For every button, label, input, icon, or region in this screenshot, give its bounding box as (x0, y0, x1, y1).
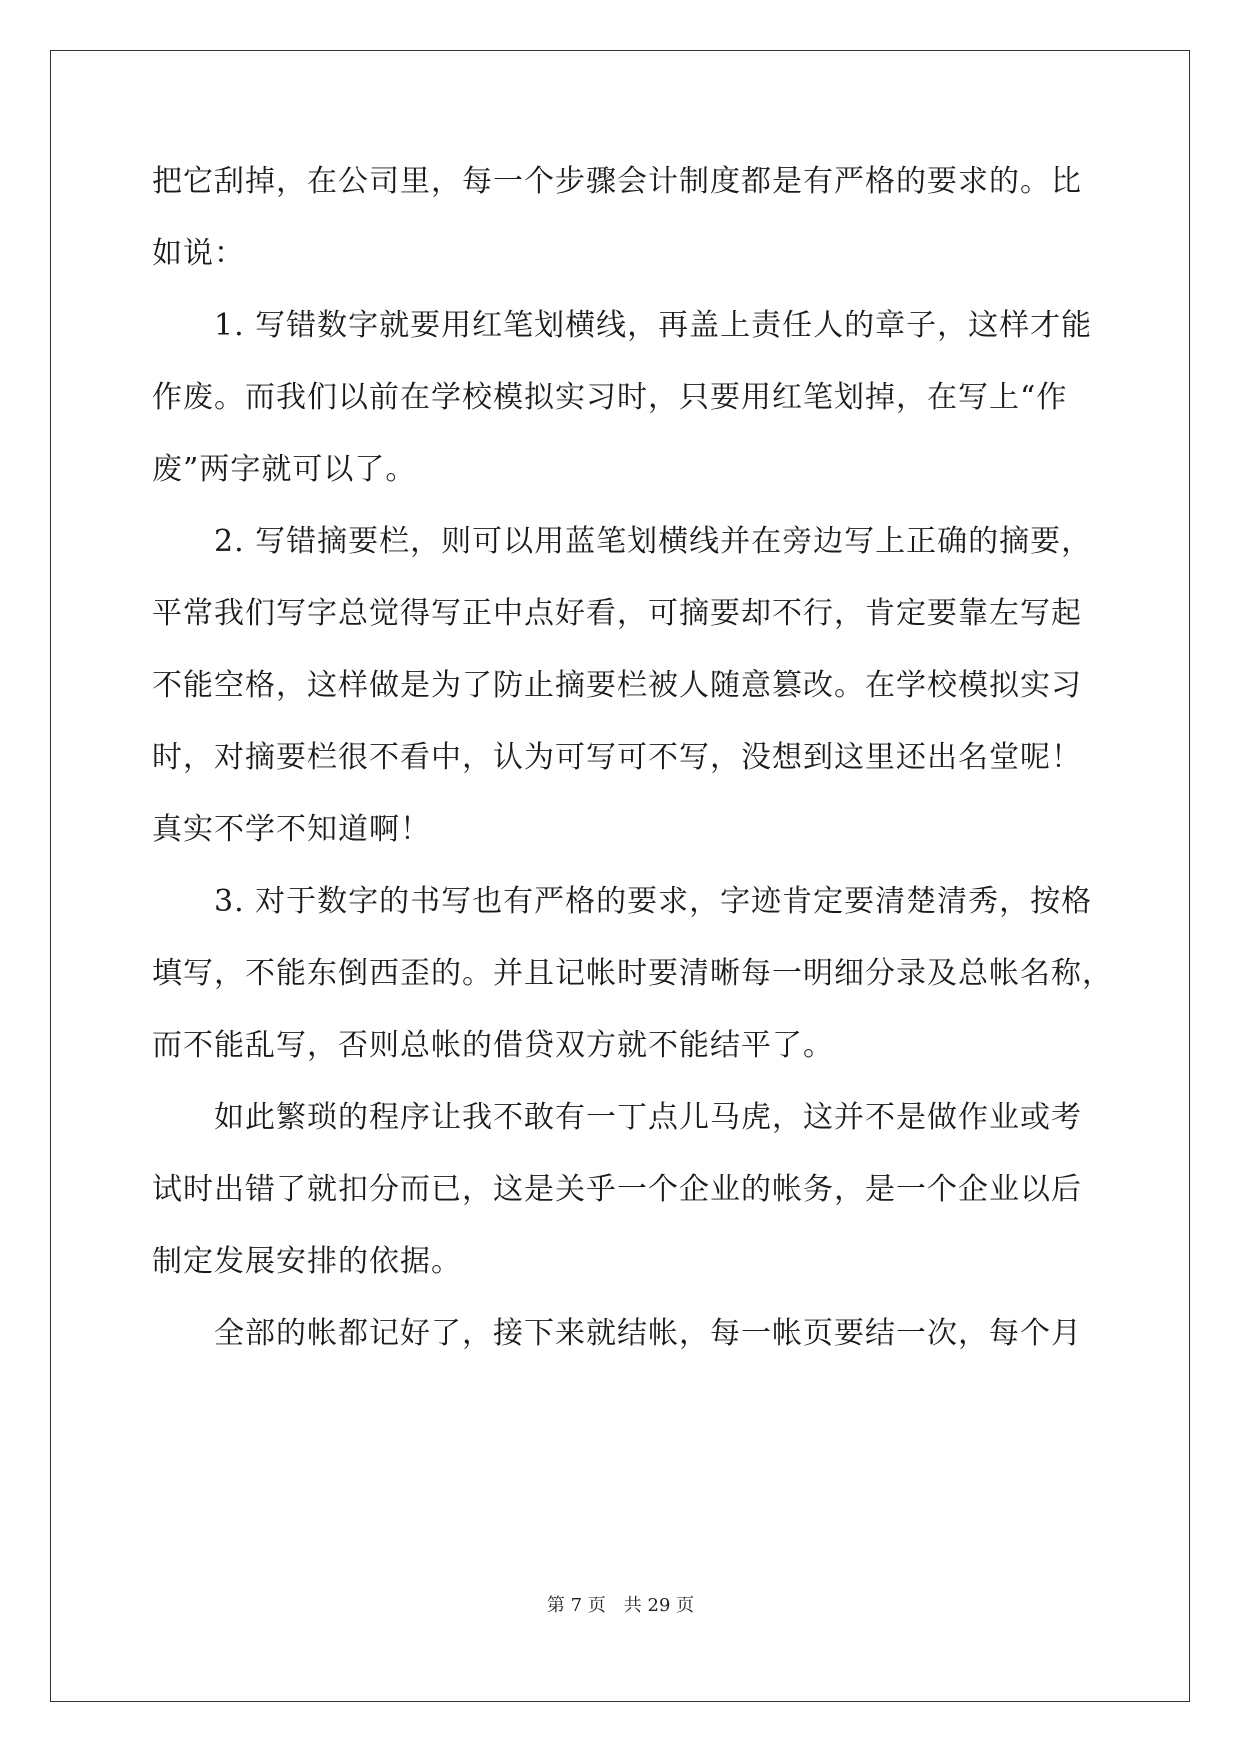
text-line: 如说： (152, 236, 245, 271)
text-line: 全部的帐都记好了，接下来就结帐，每一帐页要结一次，每个月 (214, 1316, 1082, 1351)
page-number: 第 7 页 (546, 1595, 606, 1616)
page-footer (0, 1594, 1241, 1618)
text-line: 2. 写错摘要栏，则可以用蓝笔划横线并在旁边写上正确的摘要， (214, 524, 1093, 559)
page-total: 共 29 页 (623, 1595, 695, 1616)
text-line: 真实不学不知道啊！ (152, 812, 431, 847)
text-line: 而不能乱写，否则总帐的借贷双方就不能结平了。 (152, 1028, 834, 1063)
text-line: 废”两字就可以了。 (152, 452, 417, 487)
text-line: 把它刮掉，在公司里，每一个步骤会计制度都是有严格的要求的。比 (152, 164, 1082, 199)
text-line: 1. 写错数字就要用红笔划横线，再盖上责任人的章子，这样才能 (214, 308, 1093, 343)
text-line: 填写，不能东倒西歪的。并且记帐时要清晰每一明细分录及总帐名称， (152, 956, 1113, 991)
text-line: 平常我们写字总觉得写正中点好看，可摘要却不行，肯定要靠左写起 (152, 596, 1082, 631)
text-line: 3. 对于数字的书写也有严格的要求，字迹肯定要清楚清秀，按格 (214, 884, 1093, 919)
text-line: 时，对摘要栏很不看中，认为可写可不写，没想到这里还出名堂呢！ (152, 740, 1082, 775)
page-border (50, 50, 1190, 1702)
text-line: 如此繁琐的程序让我不敢有一丁点儿马虎，这并不是做作业或考 (214, 1100, 1082, 1135)
text-line: 作废。而我们以前在学校模拟实习时，只要用红笔划掉，在写上“作 (152, 380, 1068, 415)
text-line: 不能空格，这样做是为了防止摘要栏被人随意篡改。在学校模拟实习 (152, 668, 1082, 703)
text-line: 制定发展安排的依据。 (152, 1244, 462, 1279)
text-line: 试时出错了就扣分而已，这是关乎一个企业的帐务，是一个企业以后 (152, 1172, 1082, 1207)
